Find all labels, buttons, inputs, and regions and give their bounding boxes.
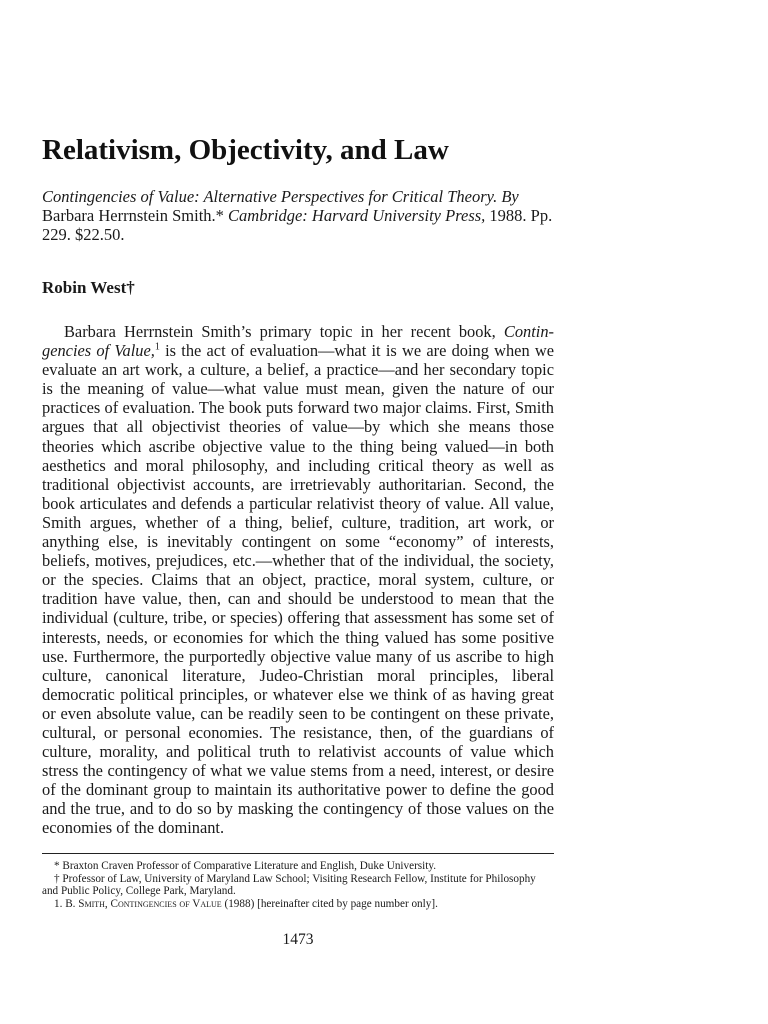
body-intro: Barbara Herrnstein Smith’s primary topic in her recent book, bbox=[64, 322, 504, 341]
book-reference: Contingencies of Value, bbox=[42, 322, 554, 361]
footnote-star: * Braxton Craven Professor of Comparative Literature and English, Duke University. bbox=[54, 860, 437, 872]
article-title: Relativism, Objectivity, and Law bbox=[42, 134, 449, 166]
reviewed-book-info bbox=[42, 187, 562, 244]
footnote-1 bbox=[42, 898, 554, 911]
footnotes-section bbox=[42, 860, 554, 910]
article-author: Robin West† bbox=[42, 278, 135, 297]
reviewed-book-publisher: Cambridge: Harvard University Press, bbox=[228, 206, 486, 225]
reviewed-book-title: Contingencies of Value: Alternative Perspectives for Critical Theory. bbox=[42, 187, 498, 206]
footnote-reference: 1 bbox=[154, 341, 160, 353]
body-text: is the act of evaluation—what it is we are doing when we evaluate an art work, a culture, a belief, a practice—and her secondary topic is the meaning of value—what value must mean, given the nature of our practices of evaluation. The book puts forward two major claims. First, Smith argues that all objectivist theories of value—by which she means those theories which ascribe objective value to the thing being valued—in both aesthetics and moral philosophy, and including critical theory as well as traditional objectivist accounts, are irretrievably authoritarian. Second, the book articulates and defends a particular relativist theory of value. All value, Smith argues, whether of a thing, belief, culture, tradition, art work, or anything else, is inevitably contingent on some “economy” of interests, beliefs, motives, prejudices, etc.—whether that of the individual, the society, or the species. Claims that an object, practice, moral system, culture, or tradition have value, then, can and should be understood to mean that the individual (culture, tribe, or species) offering that assessment has some set of interests, needs, or economies for which the thing valued has some positive use. Furthermore, the purportedly objective value many of us ascribe to high culture, canonical literature, Judeo-Christian moral principles, liberal democratic political principles, or whatever else we think of as having great or even absolute value, can be readily seen to be contingent on these private, cultural, or personal economies. The resistance, then, of the guardians of culture, morality, and political truth to relativist accounts of value which stress the contingency of what we value stems from a need, interest, or desire of the dominant group to maintain its authoritative power to define the good and the true, and to do so by masking the contingency of those values on the economies of the dominant. bbox=[42, 341, 554, 838]
by-label: By bbox=[501, 187, 519, 206]
body-paragraph bbox=[42, 322, 554, 838]
reviewed-book-author: Barbara Herrnstein Smith.* bbox=[42, 206, 224, 225]
footnote-1-title: Contingencies of Value bbox=[110, 897, 222, 910]
footnote-dagger: † Professor of Law, University of Maryland Law School; Visiting Research Fellow, Institute for Philosophy and Public Policy, College Park, Maryland. bbox=[42, 872, 536, 898]
page-number: 1473 bbox=[282, 931, 314, 948]
footnote-1-author: B. Smith, bbox=[65, 897, 108, 910]
footnote-1-rest: (1988) [hereinafter cited by page number only]. bbox=[224, 897, 438, 910]
reviewed-book-details: 1988. Pp. 229. $22.50. bbox=[42, 206, 553, 244]
footnote-1-number: 1. bbox=[54, 897, 63, 910]
footnote-divider bbox=[42, 853, 554, 854]
